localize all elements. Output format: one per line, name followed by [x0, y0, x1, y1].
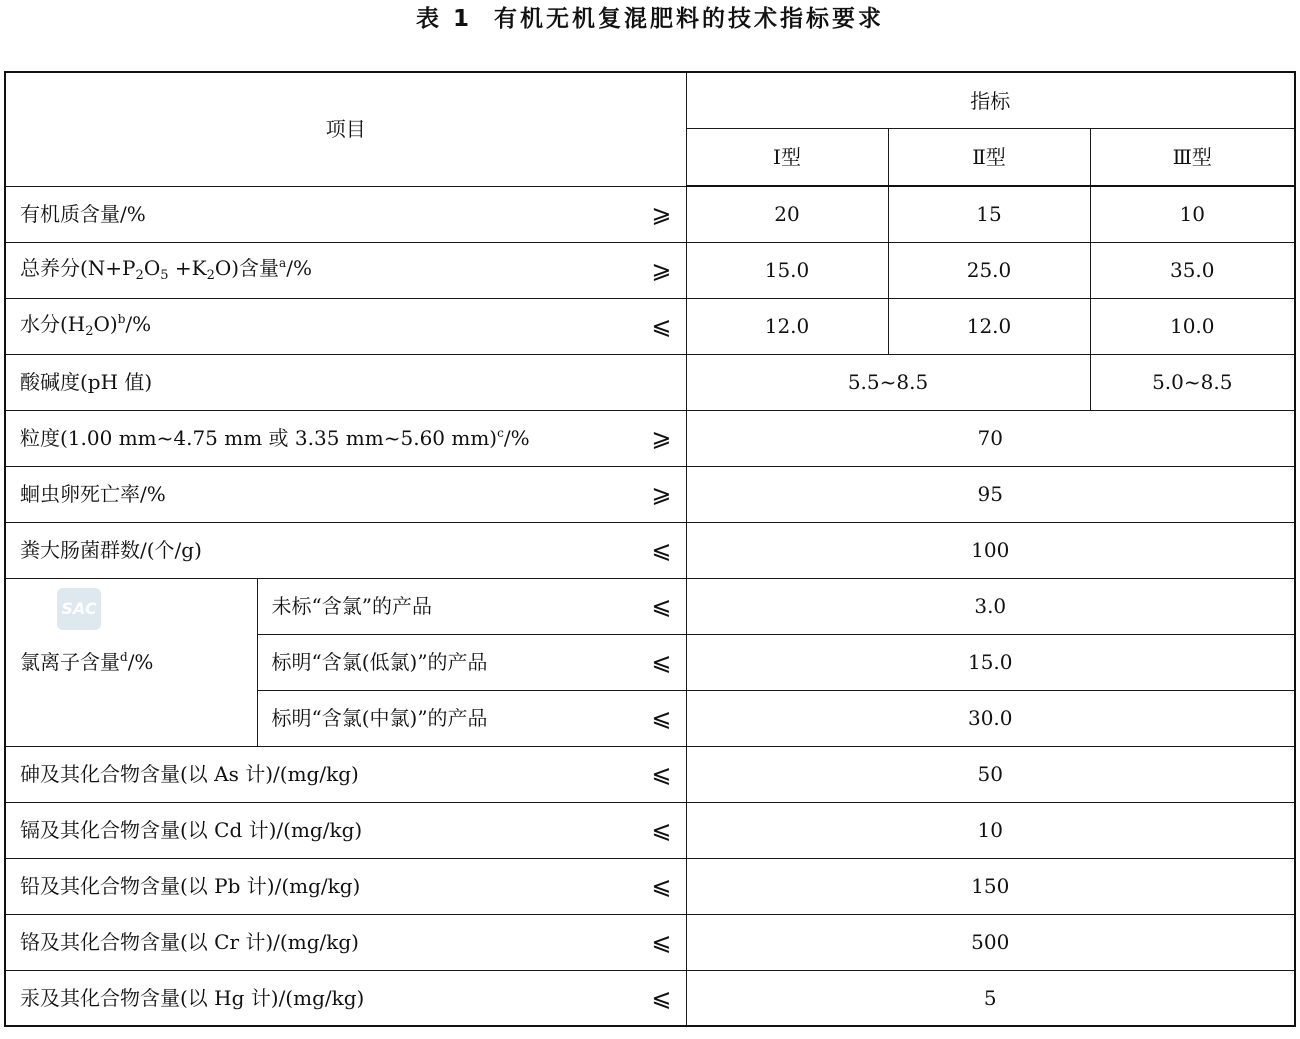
chloride-sub-label: 标明“含氯(中氯)”的产品 ⩽ — [257, 690, 686, 746]
table-row — [5, 914, 1295, 970]
row-label-cadmium: 镉及其化合物含量(以 Cd 计)/(mg/kg) ⩽ — [5, 802, 686, 858]
header-type-3: Ⅲ型 — [1090, 129, 1295, 187]
table-cell: 30.0 — [686, 690, 1295, 746]
table-cell: 100 — [686, 522, 1295, 578]
row-label-nutrient: 总养分$(N+P_2O_5 +K_2O)$含量$^a$/% ⩾ — [5, 242, 686, 298]
le-symbol: ⩽ — [651, 535, 672, 564]
ge-symbol: ⩾ — [651, 255, 672, 284]
table-row — [5, 746, 1295, 802]
table-row — [5, 578, 1295, 634]
table-cell: 12.0 — [888, 298, 1090, 354]
ge-symbol: ⩾ — [651, 479, 672, 508]
table-cell: 150 — [686, 858, 1295, 914]
header-indicator: 指标 — [686, 72, 1295, 129]
table-row — [5, 858, 1295, 914]
table-cell: 25.0 — [888, 242, 1090, 298]
table-cell: 20 — [686, 186, 888, 242]
table-cell: 500 — [686, 914, 1295, 970]
sac-watermark-logo: SAC — [57, 588, 101, 630]
ge-symbol: ⩾ — [651, 423, 672, 452]
table-row — [5, 522, 1295, 578]
table-row — [5, 466, 1295, 522]
le-symbol: ⩽ — [651, 815, 672, 844]
table-cell: 50 — [686, 746, 1295, 802]
chloride-sub-label: 标明“含氯(低氯)”的产品 ⩽ — [257, 634, 686, 690]
row-label-ascaris: 蛔虫卵死亡率/% ⩾ — [5, 466, 686, 522]
table-cell: 10 — [1090, 186, 1295, 242]
le-symbol: ⩽ — [651, 647, 672, 676]
table-row — [5, 410, 1295, 466]
row-label-coliform: 粪大肠菌群数/(个/g) ⩽ — [5, 522, 686, 578]
le-symbol: ⩽ — [651, 983, 672, 1012]
table-row — [5, 354, 1295, 410]
table-row — [5, 242, 1295, 298]
table-row — [5, 802, 1295, 858]
header-item: 项目 — [5, 72, 686, 186]
table-cell: 5.0~8.5 — [1090, 354, 1295, 410]
table-cell: 12.0 — [686, 298, 888, 354]
header-type-2: Ⅱ型 — [888, 129, 1090, 187]
row-label-organic: 有机质含量/% ⩾ — [5, 186, 686, 242]
table-cell: 10 — [686, 802, 1295, 858]
table-cell: 70 — [686, 410, 1295, 466]
row-label-lead: 铅及其化合物含量(以 Pb 计)/(mg/kg) ⩽ — [5, 858, 686, 914]
table-title — [0, 2, 1300, 36]
table-row — [5, 186, 1295, 242]
row-label-chloride: 氯离子含量$^d$/% — [5, 578, 257, 746]
le-symbol: ⩽ — [651, 759, 672, 788]
table-cell: 15.0 — [686, 634, 1295, 690]
row-label-ph: 酸碱度(pH 值) — [5, 354, 686, 410]
row-label-moisture: 水分$(H_2O)^b/\%$ ⩽ — [5, 298, 686, 354]
le-symbol: ⩽ — [651, 871, 672, 900]
table-cell: 95 — [686, 466, 1295, 522]
ge-symbol: ⩾ — [651, 199, 672, 228]
row-label-chromium: 铬及其化合物含量(以 Cr 计)/(mg/kg) ⩽ — [5, 914, 686, 970]
table-cell: 35.0 — [1090, 242, 1295, 298]
header-row-1 — [5, 72, 1295, 129]
table-cell: 15 — [888, 186, 1090, 242]
table-cell: 10.0 — [1090, 298, 1295, 354]
row-label-mercury: 汞及其化合物含量(以 Hg 计)/(mg/kg) ⩽ — [5, 970, 686, 1026]
row-label-granularity: 粒度(1.00 mm~4.75 mm 或 3.35 mm~5.60 mm)$^c$/% ⩾ — [5, 410, 686, 466]
row-label-arsenic: 砷及其化合物含量(以 As 计)/(mg/kg) ⩽ — [5, 746, 686, 802]
table-cell: 15.0 — [686, 242, 888, 298]
le-symbol: ⩽ — [651, 927, 672, 956]
header-type-1: Ⅰ型 — [686, 129, 888, 187]
table-row — [5, 298, 1295, 354]
chloride-sub-label: 未标“含氯”的产品 ⩽ — [257, 578, 686, 634]
table-cell: 5 — [686, 970, 1295, 1026]
le-symbol: ⩽ — [651, 703, 672, 732]
table-cell: 3.0 — [686, 578, 1295, 634]
table-caption: 有机无机复混肥料的技术指标要求 — [494, 6, 884, 32]
spec-table — [4, 71, 1296, 1027]
le-symbol: ⩽ — [651, 311, 672, 340]
le-symbol: ⩽ — [651, 591, 672, 620]
table-number: 表 1 — [415, 6, 472, 32]
table-row — [5, 970, 1295, 1026]
table-cell: 5.5~8.5 — [686, 354, 1090, 410]
